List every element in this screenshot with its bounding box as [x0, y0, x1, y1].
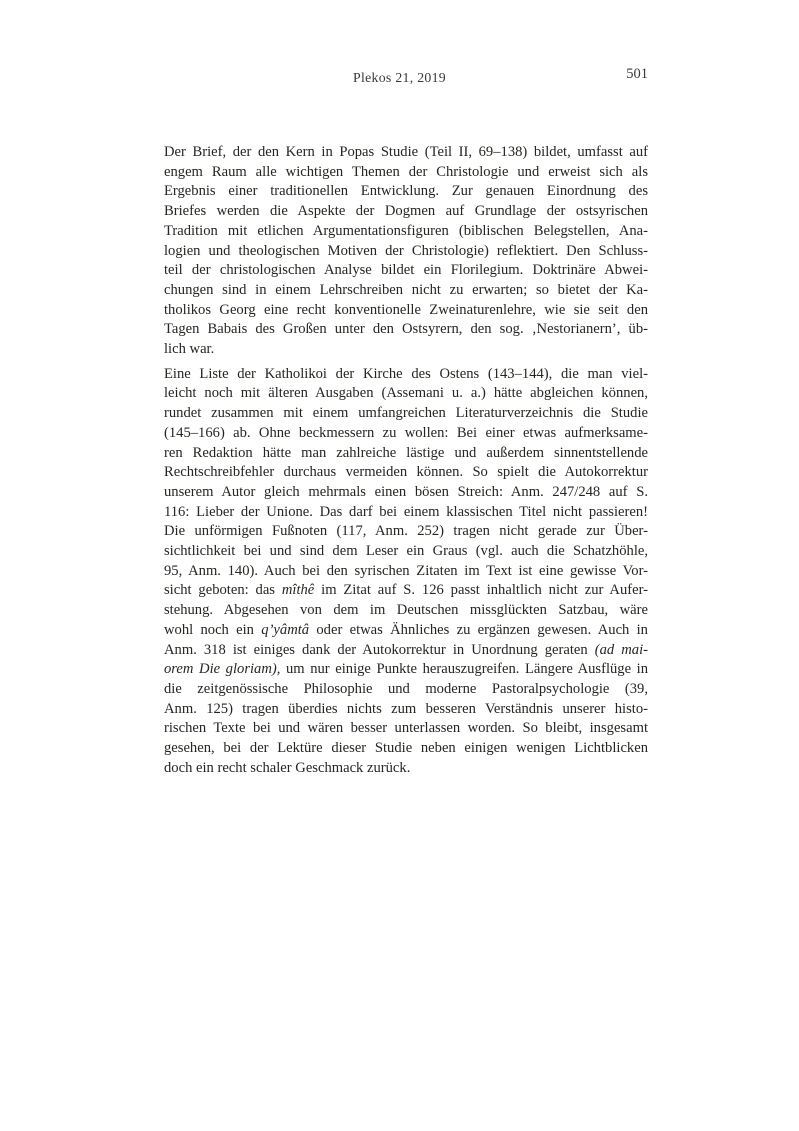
text-line: rischen Texte bei und wären besser unterlassen worden. So bleibt, insgesamt: [164, 720, 648, 737]
italic-term: orem Die gloriam): [164, 661, 277, 678]
italic-term: q’yâmtâ: [261, 621, 310, 638]
text-line: Tagen Babais des Großen unter den Ostsyrern, den sog. ‚Nestorianern’, üb-: [164, 321, 648, 338]
text-line: engem Raum alle wichtigen Themen der Christologie und erweist sich als: [164, 163, 648, 180]
text-line: orem Die gloriam), um nur einige Punkte herauszugreifen. Längere Ausflüge in: [164, 661, 648, 678]
text-line: lich war.: [164, 341, 215, 358]
journal-title: Plekos 21, 2019: [352, 70, 447, 85]
text-line: sichtlichkeit bei und sind dem Leser ein Graus (vgl. auch die Schatzhöhle,: [164, 543, 648, 560]
text-line: chungen sind in einem Lehrschreiben nicht zu erwarten; so bietet der Ka-: [164, 281, 648, 298]
text-line: rundet zusammen mit einem umfangreichen Literaturverzeichnis die Studie: [164, 405, 648, 422]
paragraph: [164, 143, 648, 360]
text-line: Briefes werden die Aspekte der Dogmen auf Grundlage der ostsyrischen: [164, 203, 648, 220]
text-line: wohl noch ein q’yâmtâ oder etwas Ähnliches zu ergänzen gewesen. Auch in: [164, 621, 648, 638]
italic-term: (ad mai-: [594, 641, 648, 658]
text-line: (145–166) ab. Ohne beckmessern zu wollen: Bei einer etwas aufmerksame-: [164, 424, 648, 441]
text-line: tholikos Georg eine recht konventionelle Zweinaturenlehre, wie sie seit den: [164, 301, 648, 318]
article-body: [164, 143, 648, 784]
text-line: Die unförmigen Fußnoten (117, Anm. 252) tragen nicht gerade zur Über-: [164, 523, 648, 540]
paragraph: [164, 365, 648, 779]
text-line: Eine Liste der Katholikoi der Kirche des Ostens (143–144), die man viel-: [164, 365, 648, 382]
text-line: Der Brief, der den Kern in Popas Studie (Teil II, 69–138) bildet, umfasst auf: [164, 144, 648, 160]
text-line: 116: Lieber der Unione. Das darf bei einem klassischen Titel nicht passieren!: [164, 503, 648, 520]
text-line: gesehen, bei der Lektüre dieser Studie neben einigen wenigen Lichtblicken: [164, 740, 648, 757]
text-line: Anm. 318 ist einiges dank der Autokorrektur in Unordnung geraten (ad mai-: [164, 641, 648, 658]
text-line: die zeitgenössische Philosophie und moderne Pastoralpsychologie (39,: [164, 680, 648, 697]
text-line: leicht noch mit älteren Ausgaben (Assemani u. a.) hätte abgleichen können,: [164, 385, 648, 402]
italic-term: mîthê: [281, 582, 315, 599]
text-line: Ergebnis einer traditionellen Entwicklung. Zur genauen Einordnung des: [164, 183, 648, 200]
text-line: 95, Anm. 140). Auch bei den syrischen Zitaten im Text ist eine gewisse Vor-: [164, 562, 648, 579]
text-line: teil der christologischen Analyse bildet ein Florilegium. Doktrinäre Abwei-: [164, 262, 648, 279]
text-line: ren Redaktion hätte man zahlreiche lästige und außerdem sinnentstellende: [164, 444, 648, 461]
text-line: unserem Autor gleich mehrmals einen bösen Streich: Anm. 247/248 auf S.: [164, 483, 648, 500]
text-line: Tradition mit etlichen Argumentationsfiguren (biblischen Belegstellen, Ana-: [164, 222, 648, 239]
text-line: stehung. Abgesehen von dem im Deutschen missglückten Satzbau, wäre: [164, 602, 648, 619]
text-line: logien und theologischen Motiven der Christologie) reflektiert. Den Schluss-: [164, 242, 648, 259]
text-line: Rechtschreibfehler durchaus vermeiden können. So spielt die Autokorrektur: [164, 464, 648, 481]
text-line: sicht geboten: das mîthê im Zitat auf S. 126 passt inhaltlich nicht zur Aufer-: [164, 582, 648, 599]
text-line: Anm. 125) tragen überdies nichts zum besseren Verständnis unserer histo-: [164, 700, 648, 717]
page-number: 501: [626, 66, 648, 82]
page-header: [0, 0, 799, 100]
text-line: doch ein recht schaler Geschmack zurück.: [164, 759, 411, 776]
